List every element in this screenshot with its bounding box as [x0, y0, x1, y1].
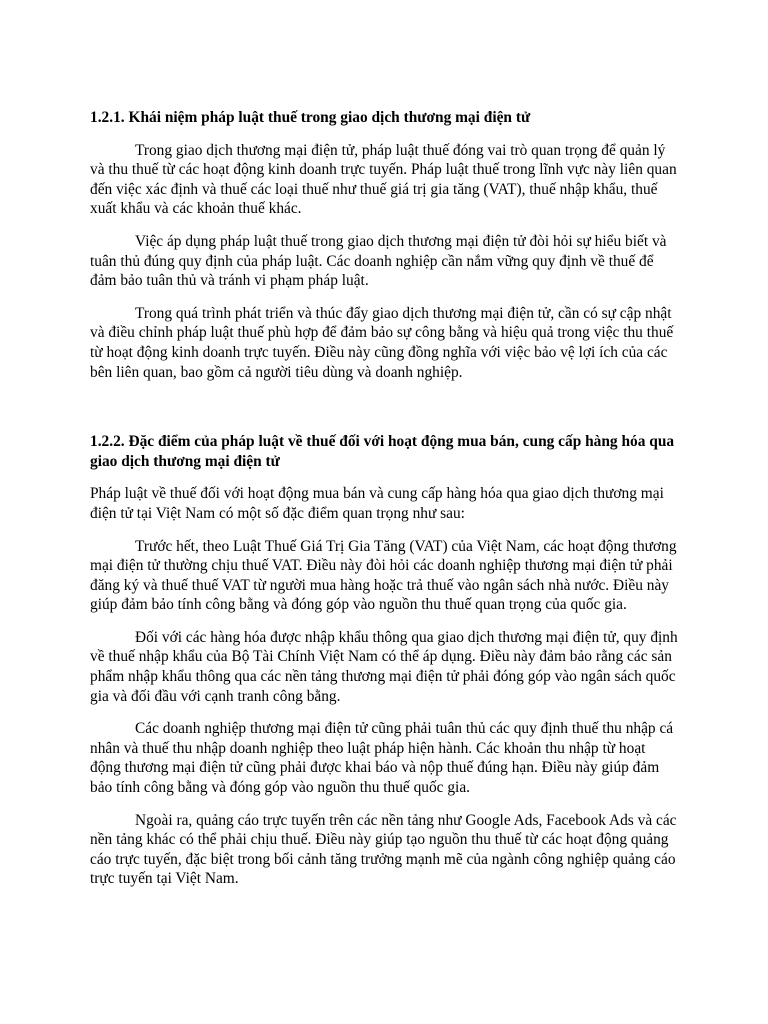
- paragraph: Việc áp dụng pháp luật thuế trong giao dịch thương mại điện tử đòi hỏi sự hiểu biết và tuân thủ đúng quy định của pháp luật. Các doanh nghiệp cần nắm vững quy định về thuế để đảm bảo tuân thủ và tránh vi phạm pháp luật.: [90, 232, 667, 290]
- paragraph: Đối với các hàng hóa được nhập khẩu thông qua giao dịch thương mại điện tử, quy định về thuế nhập khẩu của Bộ Tài Chính Việt Nam có thể áp dụng. Điều này đảm bảo rằng các sản phẩm nhập khẩu thông qua các nền tảng thương mại điện tử phải đóng góp vào ngân sách quốc gia và đối đầu với cạnh tranh công bằng.: [90, 628, 678, 705]
- paragraph: Ngoài ra, quảng cáo trực tuyến trên các nền tảng như Google Ads, Facebook Ads và các nền tảng khác có thể phải chịu thuế. Điều này giúp tạo nguồn thu thuế từ các hoạt động quảng cáo trực tuyến, đặc biệt trong bối cảnh tăng trưởng mạnh mẽ của ngành công nghiệp quảng cáo trực tuyến tại Việt Nam.: [90, 811, 677, 888]
- paragraph: Trước hết, theo Luật Thuế Giá Trị Gia Tăng (VAT) của Việt Nam, các hoạt động thương mại điện tử thường chịu thuế VAT. Điều này đòi hỏi các doanh nghiệp thương mại điện tử phải đăng ký và thuế thuế VAT từ người mua hàng hoặc trả thuế vào ngân sách nhà nước. Điều này giúp đảm bảo tính công bằng và đóng góp vào nguồn thu thuế quan trọng của quốc gia.: [90, 537, 677, 614]
- paragraph: Các doanh nghiệp thương mại điện tử cũng phải tuân thủ các quy định thuế thu nhập cá nhân và thuế thu nhập doanh nghiệp theo luật pháp hiện hành. Các khoản thu nhập từ hoạt động thương mại điện tử cũng phải được khai báo và nộp thuế đúng hạn. Điều này giúp đảm bảo tính công bằng và đóng góp vào nguồn thu thuế quốc gia.: [90, 720, 674, 797]
- section-heading-1-2-2: 1.2.2. Đặc điểm của pháp luật về thuế đối với hoạt động mua bán, cung cấp hàng hóa qua giao dịch thương mại điện tử: [90, 433, 675, 470]
- paragraph: Trong giao dịch thương mại điện tử, pháp luật thuế đóng vai trò quan trọng để quản lý và thu thuế từ các hoạt động kinh doanh trực tuyến. Pháp luật thuế trong lĩnh vực này liên quan đến việc xác định và thuế các loại thuế như thuế giá trị gia tăng (VAT), thuế nhập khẩu, thuế xuất khẩu và các khoản thuế khác.: [90, 141, 677, 218]
- section-intro-paragraph: Pháp luật về thuế đối với hoạt động mua bán và cung cấp hàng hóa qua giao dịch thương mại điện tử tại Việt Nam có một số đặc điểm quan trọng như sau:: [90, 485, 664, 522]
- section-heading-1-2-1: 1.2.1. Khái niệm pháp luật thuế trong giao dịch thương mại điện tử: [90, 109, 531, 126]
- paragraph: Trong quá trình phát triển và thúc đẩy giao dịch thương mại điện tử, cần có sự cập nhật và điều chỉnh pháp luật thuế phù hợp để đảm bảo sự công bằng và hiệu quả trong việc thu thuế từ hoạt động kinh doanh trực tuyến. Điều này cũng đồng nghĩa với việc bảo vệ lợi ích của các bên liên quan, bao gồm cả người tiêu dùng và doanh nghiệp.: [90, 304, 674, 381]
- document-body: [90, 108, 678, 902]
